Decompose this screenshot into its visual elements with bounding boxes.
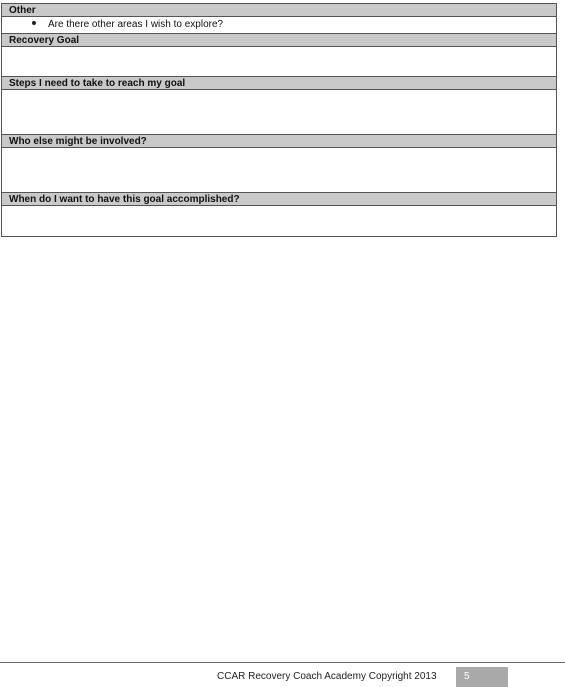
footer-copyright: CCAR Recovery Coach Academy Copyright 2013	[217, 671, 437, 682]
section-header-recovery-goal: Recovery Goal	[2, 34, 556, 47]
bullet-item-explore	[2, 17, 556, 34]
footer-divider	[0, 662, 565, 663]
section-header-who-else: Who else might be involved?	[2, 135, 556, 148]
recovery-goal-field[interactable]	[2, 47, 556, 77]
who-else-field[interactable]	[2, 148, 556, 193]
steps-field[interactable]	[2, 90, 556, 135]
when-field[interactable]	[2, 206, 556, 237]
page-number-badge: 5	[456, 667, 508, 687]
goal-form-table	[1, 3, 557, 237]
bullet-icon	[32, 21, 36, 25]
bullet-text: Are there other areas I wish to explore?	[48, 19, 224, 30]
section-header-other: Other	[2, 4, 556, 17]
section-header-steps: Steps I need to take to reach my goal	[2, 77, 556, 90]
section-header-when: When do I want to have this goal accomplished?	[2, 193, 556, 206]
